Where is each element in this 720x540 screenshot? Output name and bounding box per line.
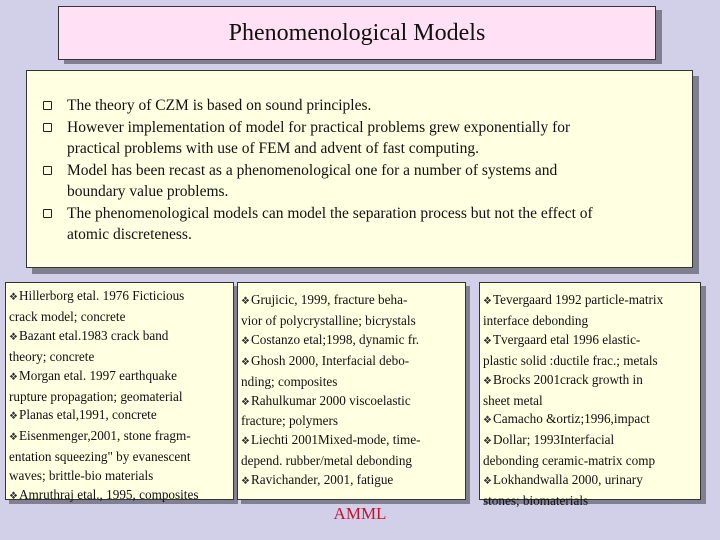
reference-line <box>9 367 230 388</box>
bullet-text-line: atomic discreteness. <box>67 226 192 243</box>
reference-line <box>241 431 462 452</box>
checkbox-bullet-icon <box>43 166 52 175</box>
reference-text: rupture propagation; geomaterial <box>9 388 183 404</box>
reference-text: Eisenmenger,2001, stone fragm- <box>19 428 191 444</box>
reference-column-1 <box>5 282 234 503</box>
reference-text: Camacho &ortiz;1996,impact <box>493 411 650 427</box>
reference-text: Ravichander, 2001, fatigue <box>251 472 394 488</box>
reference-text: Liechti 2001Mixed-mode, time- <box>251 432 421 448</box>
reference-text: Ghosh 2000, Interfacial debo- <box>251 352 410 368</box>
reference-text: Brocks 2001crack growth in <box>493 371 643 387</box>
reference-line <box>483 392 697 411</box>
reference-text: Lokhandwalla 2000, urinary <box>493 472 643 488</box>
checkbox-bullet-icon <box>43 101 52 110</box>
diamond-bullet-icon: ❖ <box>241 296 250 307</box>
bullet-text-line: Model has been recast as a phenomenological one for a number of systems and <box>67 161 558 179</box>
diamond-bullet-icon: ❖ <box>483 476 492 488</box>
reference-line <box>483 471 697 492</box>
reference-line <box>9 308 230 327</box>
reference-line <box>9 327 230 348</box>
checkbox-bullet-icon <box>43 209 52 218</box>
reference-text: entation squeezing" by evanescent <box>9 449 191 465</box>
diamond-bullet-icon: ❖ <box>9 371 18 383</box>
diamond-bullet-icon: ❖ <box>483 335 492 347</box>
diamond-bullet-icon: ❖ <box>241 356 250 368</box>
reference-line <box>483 312 697 331</box>
reference-text: crack model; concrete <box>9 308 126 324</box>
reference-line <box>241 412 462 431</box>
reference-line <box>241 291 462 312</box>
diamond-bullet-icon: ❖ <box>483 436 492 448</box>
reference-text: Tvergaard etal 1996 elastic- <box>493 331 641 347</box>
reference-text: sheet metal <box>483 392 543 408</box>
checkbox-bullet-icon <box>43 123 52 132</box>
reference-line <box>9 348 230 367</box>
bullet-item <box>37 160 682 203</box>
bullet-item <box>37 95 682 117</box>
diamond-bullet-icon: ❖ <box>9 432 18 444</box>
diamond-bullet-icon: ❖ <box>241 436 250 448</box>
bullet-text-line: The phenomenological models can model the separation process but not the effect of <box>67 204 593 222</box>
reference-text: Amruthraj etal., 1995, composites <box>19 487 199 503</box>
reference-line <box>9 388 230 407</box>
reference-text: debonding ceramic-matrix comp <box>483 453 656 469</box>
reference-line <box>9 467 230 486</box>
bullet-text-line: practical problems with use of FEM and advent of fast computing. <box>67 140 479 157</box>
reference-text: Hillerborg etal. 1976 Ficticious <box>19 288 185 303</box>
bullet-item <box>37 203 682 246</box>
diamond-bullet-icon: ❖ <box>241 335 250 347</box>
diamond-bullet-icon: ❖ <box>241 476 250 488</box>
reference-line <box>9 448 230 467</box>
reference-text: Dollar; 1993Interfacial <box>493 432 615 448</box>
reference-line <box>9 406 230 427</box>
reference-text: Bazant etal.1983 crack band <box>19 327 169 343</box>
bullet-item <box>37 117 682 160</box>
main-bullet-box <box>26 70 693 268</box>
reference-line <box>9 287 230 308</box>
bullet-text-line: boundary value problems. <box>67 183 229 200</box>
reference-line <box>241 331 462 352</box>
reference-text: fracture; polymers <box>241 413 339 429</box>
reference-line <box>241 373 462 392</box>
reference-line <box>241 312 462 331</box>
reference-line <box>241 352 462 373</box>
reference-text: vior of polycrystalline; bicrystals <box>241 312 416 328</box>
reference-text: stones; biomaterials <box>483 493 589 509</box>
reference-line <box>483 371 697 392</box>
bullet-text-line: The theory of CZM is based on sound principles. <box>67 97 372 114</box>
reference-line <box>483 492 697 511</box>
reference-column-2 <box>237 282 466 500</box>
reference-line <box>483 410 697 431</box>
diamond-bullet-icon: ❖ <box>241 396 250 408</box>
diamond-bullet-icon: ❖ <box>9 331 18 343</box>
diamond-bullet-icon: ❖ <box>9 411 18 423</box>
reference-text: interface debonding <box>483 312 589 328</box>
reference-line <box>483 331 697 352</box>
reference-text: Costanzo etal;1998, dynamic fr. <box>251 331 420 347</box>
reference-text: plastic solid :ductile frac.; metals <box>483 352 658 368</box>
reference-line <box>9 427 230 448</box>
reference-text: waves; brittle-bio materials <box>9 468 154 484</box>
reference-line <box>241 452 462 471</box>
diamond-bullet-icon: ❖ <box>483 415 492 427</box>
footer-label: AMML <box>333 504 387 523</box>
reference-text: Tevergaard 1992 particle-matrix <box>493 292 664 307</box>
slide-title: Phenomenological Models <box>228 19 486 46</box>
reference-line <box>241 471 462 492</box>
diamond-bullet-icon: ❖ <box>9 292 18 303</box>
reference-line <box>483 431 697 452</box>
reference-column-3 <box>479 282 701 509</box>
diamond-bullet-icon: ❖ <box>9 491 18 503</box>
reference-text: Planas etal,1991, concrete <box>19 407 157 423</box>
reference-text: Grujicic, 1999, fracture beha- <box>251 292 408 307</box>
reference-text: theory; concrete <box>9 348 95 364</box>
reference-text: Rahulkumar 2000 viscoelastic <box>251 392 411 408</box>
reference-line <box>241 392 462 413</box>
reference-line <box>483 352 697 371</box>
slide-title-box <box>58 6 656 60</box>
bullet-text-line: However implementation of model for practical problems grew exponentially for <box>67 118 571 136</box>
diamond-bullet-icon: ❖ <box>483 375 492 387</box>
reference-line <box>483 291 697 312</box>
reference-text: depend. rubber/metal debonding <box>241 453 413 469</box>
reference-text: nding; composites <box>241 373 338 389</box>
reference-text: Morgan etal. 1997 earthquake <box>19 367 177 383</box>
reference-line <box>483 452 697 471</box>
reference-line <box>9 486 230 507</box>
diamond-bullet-icon: ❖ <box>483 296 492 307</box>
